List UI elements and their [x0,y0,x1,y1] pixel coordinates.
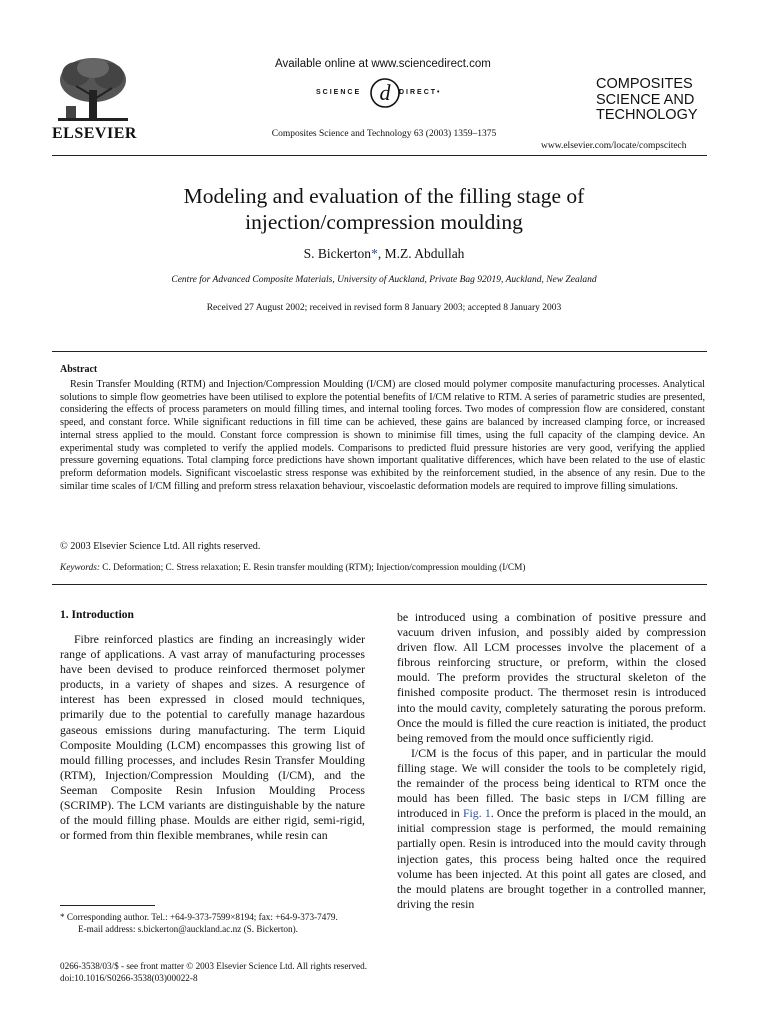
received-dates: Received 27 August 2002; received in revised form 8 January 2003; accepted 8 January 2003 [206,303,562,313]
abstract-text: Resin Transfer Moulding (RTM) and Injection/Compression Moulding (I/CM) are closed mould polymer composite manufacturing processes. Analytical solutions to simple flow geometries have been utilised to explore the potential benefits of I/CM relative to RTM. A series of parametric studies are presented, considering the effects of process parameters on mould filling times, and internal tooling forces. Two modes of compression flow are considered, constant speed, and constant force. While significant reductions in fill time can be achieved, these gains are balanced by increased clamping force, or increased internal stress applied to the mould. Constant force compression is shown to minimise fill times, using the full capacity of the clamping device. An experimental study was completed to verify the applied models. Comparisons to predicted fluid pressure histories are very good, verifying the applied pressure governing equations. Total clamping force predictions have shown important qualitative differences, which have been related to the use of elastic preform deformation models. Significant viscoelastic stress response was exhibited by the reinforcement studied, in the absence of any resin. Due to the similar time scales of I/CM filling and preform stress relaxation behaviour, viscoelastic deformation models are required to improve filling simulations. [60,379,705,492]
body-paragraph: Fibre reinforced plastics are finding an increasingly wider range of applications. A vast array of manufacturing processes have been devised to produce reinforced thermoset polymer products, in a variety of shapes and sizes. A resurgence of interest has been expressed in closed mould techniques, primarily due to the potential to carefully manage hazardous gaseous emissions during manufacturing. The term Liquid Composite Moulding (LCM) encompasses this growing list of mould filling processes, and includes Resin Transfer Moulding (RTM), Injection/Compression Moulding (I/CM), and the Seeman Composite Resin Infusion Moulding Process (SCRIMP). The LCM variants are distinguishable by the nature of the mould filling phase. Moulds are either rigid, semi-rigid, or formed from thin flexible membranes, while resin can [60,632,365,843]
doi-line: doi:10.1016/S0266-3538(03)00022-8 [60,973,198,983]
journal-url-link[interactable]: www.elsevier.com/locate/compscitech [541,141,687,151]
available-online-text: Available online at www.sciencedirect.com [275,58,491,70]
abstract-top-divider [52,351,707,352]
keywords-label: Keywords: [60,563,100,573]
section-heading: 1. Introduction [60,609,134,621]
body-text: . Once the preform is placed in the mould, an initial compression stage is performed, the mould remaining partially open. Resin is introduced into the mould cavity through injection gates, this process being halted once the required volume has been injected. At this point all gates are closed, and the mould platens are brought together in a controlled manner, driving the resin [397,806,706,911]
corresponding-author-link[interactable]: * [371,246,378,261]
journal-title-line: COMPOSITES [596,76,693,92]
abstract-heading: Abstract [60,364,98,375]
journal-citation: Composites Science and Technology 63 (2003) 1359–1375 [271,129,497,139]
body-paragraph: be introduced using a combination of positive pressure and vacuum driven infusion, and possibly aided by compression driven flow. All LCM processes involve the placement of a fibrous reinforcing structure, or preform, within the closed mould. The preform provides the structural skeleton of the finished composite product. The thermoset resin is introduced into the mould cavity, completely saturating the porous preform. Once the mould is filled the cure reaction is initiated, the product being removed from the mould once sufficiently rigid. [397,610,706,745]
keywords [60,563,525,573]
abstract-bottom-divider [52,584,707,585]
journal-title-line: SCIENCE AND [596,91,695,108]
sciencedirect-left-text: SCIENCE [316,89,362,96]
bottom-info [60,960,367,984]
author-name: S. Bickerton [303,246,372,261]
footnote-divider [60,905,155,906]
article-title [0,183,768,235]
authors [0,246,768,262]
abstract-copyright: © 2003 Elsevier Science Ltd. All rights reserved. [60,541,261,552]
publisher-name: ELSEVIER [52,125,137,142]
issn-line: 0266-3538/03/$ - see front matter © 2003 Elsevier Science Ltd. All rights reserved. [60,961,368,971]
corresponding-author-note: * Corresponding author. Tel.: +64-9-373-7599×8194; fax: +64-9-373-7479. [60,912,338,922]
article-title-line: injection/compression moulding [245,210,523,234]
body-column-left [60,632,365,843]
body-column-right [397,610,706,912]
body-paragraph [397,746,706,912]
body-text: I/CM is the focus of this paper, and in particular the mould filling stage. We will consider the tools to be completely rigid, the remainder of the process being identical to RTM once the mould has been filled. The basic steps in I/CM filling are introduced in [397,745,706,821]
affiliation: Centre for Advanced Composite Materials, University of Auckland, Private Bag 92019, Auckland, New Zealand [171,275,597,285]
journal-title [596,77,698,124]
figure-1-link[interactable]: Fig. 1 [462,806,491,821]
sciencedirect-right-text: DIRECT• [399,89,442,96]
header-divider [52,155,707,156]
elsevier-tree-logo-icon [54,56,132,126]
svg-text:d: d [379,80,391,105]
author-name: , M.Z. Abdullah [377,246,465,261]
keywords-list: C. Deformation; C. Stress relaxation; E. Resin transfer moulding (RTM); Injection/compression moulding (I/CM) [99,563,526,573]
footnote [60,911,365,935]
article-title-line: Modeling and evaluation of the filling stage of [183,184,585,208]
email-note: E-mail address: s.bickerton@auckland.ac.nz (S. Bickerton). [78,924,298,935]
journal-title-line: TECHNOLOGY [596,107,698,123]
